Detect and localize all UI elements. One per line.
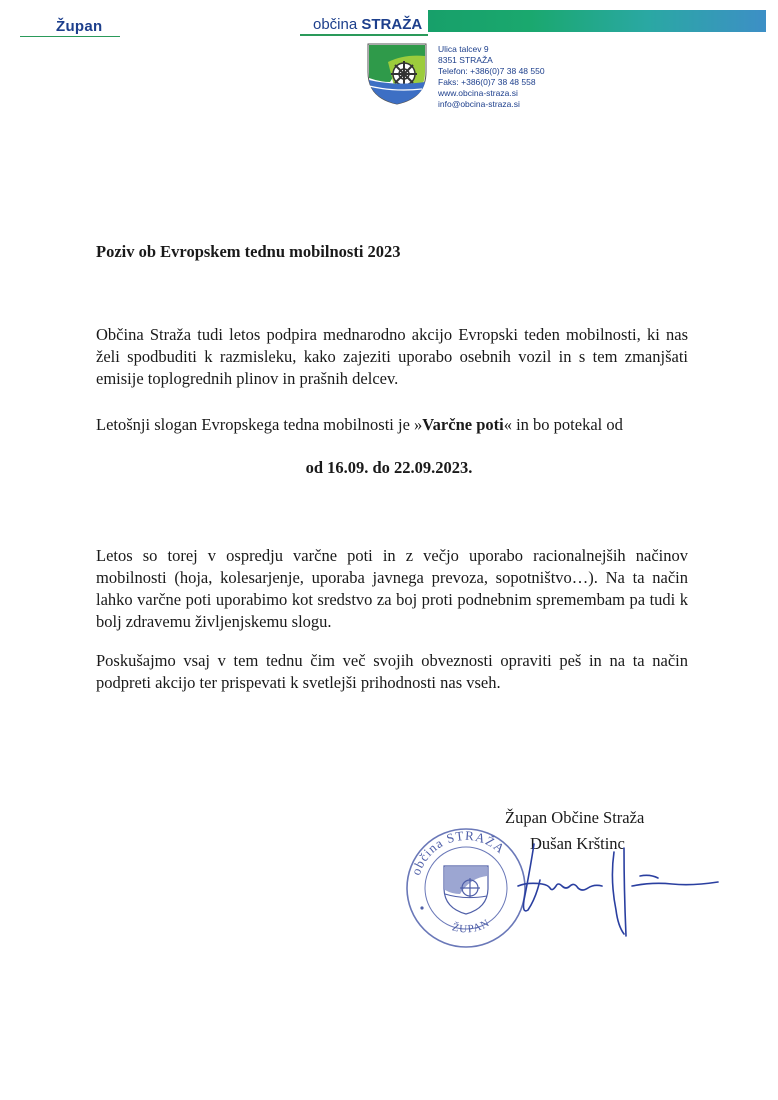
paragraph-slogan (96, 414, 688, 436)
contact-block (438, 44, 545, 110)
contact-email[interactable]: info@obcina-straza.si (438, 99, 520, 109)
zupan-label: Župan (56, 18, 103, 35)
contact-phone: Telefon: +386(0)7 38 48 550 (438, 66, 545, 76)
header-rule (300, 34, 428, 36)
paragraph-call-to-action: Poskušajmo vsaj v tem tednu čim več svojih obveznosti opraviti peš in na ta način podpreti akcijo ter prispevati k svetlejši prihodnosti nas vseh. (96, 651, 688, 692)
paragraph-focus: Letos so torej v ospredju varčne poti in z večjo uporabo racionalnejših načinov mobilnosti (hoja, kolesarjenje, uporaba javnega prevoza, sopotništvo…). Na ta način lahko varčne poti uporabimo kot sredstvo za boj proti podnebnim spremembam pa tudi k bolj zdravemu življenjskemu slogu. (96, 546, 688, 631)
official-stamp-icon (404, 826, 528, 950)
slogan-name: Varčne poti (422, 415, 504, 434)
handwritten-signature-icon (512, 840, 732, 944)
municipality-name (313, 16, 422, 33)
stamp-bottom-text: ŽUPAN (450, 916, 493, 936)
contact-address: Ulica talcev 9 (438, 44, 489, 54)
event-dates: od 16.09. do 22.09.2023. (305, 458, 473, 477)
stamp-top-text: občina STRAŽA (408, 827, 509, 878)
contact-postal: 8351 STRAŽA (438, 55, 493, 65)
header-gradient-bar (428, 10, 766, 32)
svg-text:ŽUPAN (451, 917, 492, 936)
coat-of-arms-icon (364, 42, 430, 106)
contact-website[interactable]: www.obcina-straza.si (438, 88, 518, 98)
signature-title: Župan Občine Straža (505, 808, 645, 827)
municipality-prefix: občina (313, 16, 358, 33)
contact-fax: Faks: +386(0)7 38 48 558 (438, 77, 536, 87)
header-left-rule (20, 36, 120, 37)
signature-name: Dušan Krštinc (530, 834, 625, 853)
slogan-text-before: Letošnji slogan Evropskega tedna mobilnosti je » (96, 415, 423, 434)
paragraph-intro: Občina Straža tudi letos podpira mednarodno akcijo Evropski teden mobilnosti, ki nas želi spodbuditi k razmisleku, kako zajeziti uporabo osebnih vozil in s tem zmanjšati emisije toplogrednih plinov in prašnih delcev. (96, 325, 688, 388)
municipality-name-text: STRAŽA (361, 16, 423, 33)
slogan-text-after: « in bo potekal od (503, 415, 623, 434)
letter-title: Poziv ob Evropskem tednu mobilnosti 2023 (96, 242, 401, 261)
